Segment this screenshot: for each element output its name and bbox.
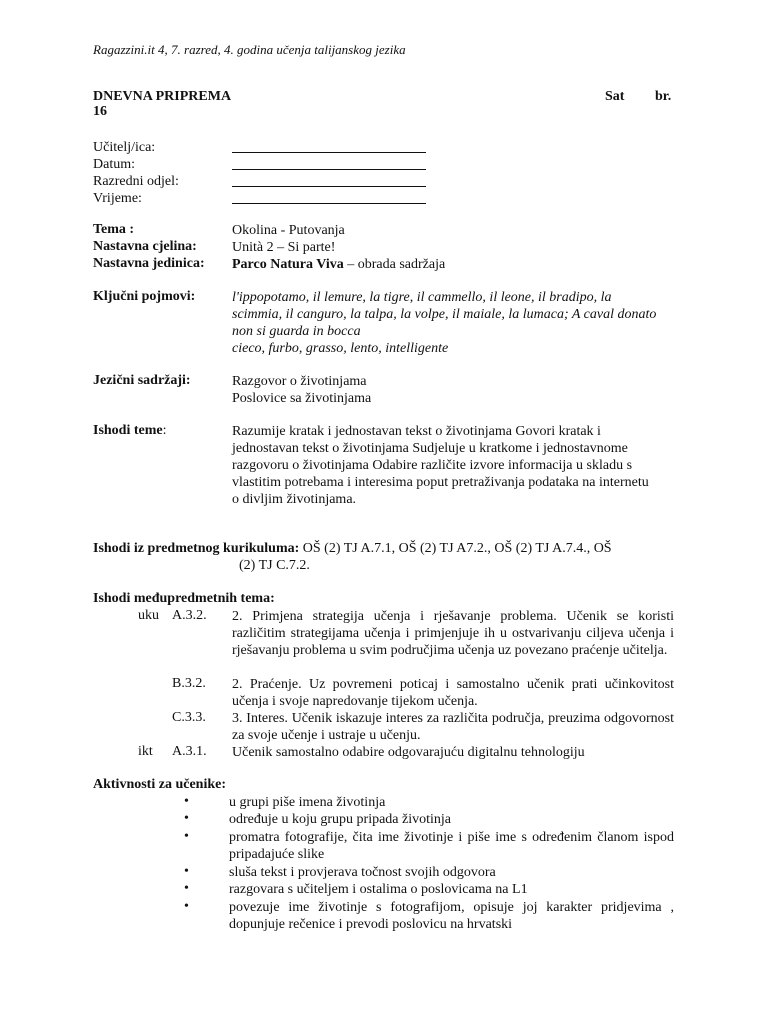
br-label: br. [655, 89, 672, 104]
ishodi-teme-label [93, 423, 167, 439]
pojmovi-adjectives: cieco, furbo, grasso, lento, intelligente [232, 341, 449, 356]
jezicni-label: Jezični sadržaji: [93, 373, 191, 388]
teacher-field-line [232, 152, 426, 153]
medupredmetni-prefix-uku: uku [138, 608, 159, 623]
medupredmetni-text: Učenik samostalno odabire odgovarajuću digitalnu tehnologiju [232, 745, 585, 760]
kurikulum-codes-1: OŠ (2) TJ A.7.1, OŠ (2) TJ A7.2., OŠ (2) TJ A.7.4., OŠ [299, 541, 612, 556]
time-field-line [232, 203, 426, 204]
ishodi-teme-label-text: Ishodi teme [93, 423, 163, 438]
medupredmetni-text: 3. Interes. Učenik iskazuje interes za različita područja, preuzima odgovornost za svoje učenje i ustraje u učenju. [232, 711, 674, 743]
jedinica-title: Parco Natura Viva [232, 257, 344, 272]
bullet-icon: • [184, 899, 189, 914]
lesson-number: 16 [93, 104, 107, 119]
aktivnosti-label: Aktivnosti za učenike: [93, 777, 226, 792]
pojmovi-label: Ključni pojmovi: [93, 289, 196, 304]
tema-label: Tema : [93, 222, 135, 237]
date-field-line [232, 169, 426, 170]
bullet-icon: • [184, 829, 189, 844]
medupredmetni-text: 2. Praćenje. Uz povremeni poticaj i samostalno učenik prati učinkovitost učenja i svoje napredovanje tijekom učenja. [232, 677, 674, 709]
medupredmetni-code: A.3.2. [172, 608, 207, 623]
ishodi-teme-text: Razumije kratak i jednostavan tekst o životinjama Govori kratak i jednostavan tekst o životinjama Sudjeluje u kratkome i jednostavnome razgovoru o životinjama Odabire različite izvore informacija u skladu s vlastitim potrebama i interesima poput pretraživanja podataka na internetu o divljim životinjama. [232, 424, 649, 507]
jedinica-label: Nastavna jedinica: [93, 256, 205, 271]
list-item: određuje u koju grupu pripada životinja [229, 812, 451, 827]
bullet-icon: • [184, 811, 189, 826]
list-item: sluša tekst i provjerava točnost svojih odgovora [229, 865, 496, 880]
kurikulum-line-1 [93, 541, 683, 557]
bullet-icon: • [184, 881, 189, 896]
list-item: povezuje ime životinje s fotografijom, opisuje joj karakter pridjevima , dopunjuje rečenice i prevodi poslovicu na hrvatski [229, 900, 674, 932]
list-item: razgovara s učiteljem i ostalima o poslovicama na L1 [229, 882, 528, 897]
jedinica-value [232, 256, 656, 273]
medupredmetni-label: Ishodi međupredmetnih tema: [93, 591, 275, 606]
time-label: Vrijeme: [93, 191, 142, 206]
jezicni-line-1: Razgovor o životinjama [232, 374, 367, 389]
class-label: Razredni odjel: [93, 174, 179, 189]
date-label: Datum: [93, 157, 135, 172]
sat-label: Sat [605, 89, 625, 104]
list-item: u grupi piše imena životinja [229, 795, 386, 810]
document-header: Ragazzini.it 4, 7. razred, 4. godina učenja talijanskog jezika [93, 42, 406, 57]
medupredmetni-code: C.3.3. [172, 710, 206, 725]
kurikulum-codes-2: (2) TJ C.7.2. [239, 558, 310, 573]
document-title: DNEVNA PRIPREMA [93, 89, 232, 104]
bullet-icon: • [184, 864, 189, 879]
ishodi-teme-colon: : [162, 423, 167, 438]
medupredmetni-text: 2. Primjena strategija učenja i rješavanje problema. Učenik se koristi različitim strategijama učenja i primjenjuje ih u ostvarivanju ciljeva učenja i rješavanju problema u svim područjima učenja uz povezano praćenje učitelja. [232, 609, 674, 658]
jedinica-suffix: – obrada sadržaja [343, 257, 446, 272]
list-item: promatra fotografije, čita ime životinje i piše ime s određenim članom ispod pripadajuće slike [229, 830, 674, 862]
pojmovi-list: l'ippopotamo, il lemure, la tigre, il cammello, il leone, il bradipo, la scimmia, il canguro, la talpa, la volpe, il maiale, la lumaca; A caval donato non si guarda in bocca [232, 290, 657, 339]
cjelina-label: Nastavna cjelina: [93, 239, 197, 254]
bullet-icon: • [184, 794, 189, 809]
tema-value: Okolina - Putovanja [232, 223, 345, 238]
class-field-line [232, 186, 426, 187]
medupredmetni-code: A.3.1. [172, 744, 207, 759]
teacher-label: Učitelj/ica: [93, 140, 156, 155]
kurikulum-label: Ishodi iz predmetnog kurikuluma: [93, 541, 300, 556]
medupredmetni-prefix-ikt: ikt [138, 744, 153, 759]
jezicni-line-2: Poslovice sa životinjama [232, 391, 372, 406]
cjelina-value: Unità 2 – Si parte! [232, 240, 336, 255]
medupredmetni-code: B.3.2. [172, 676, 206, 691]
